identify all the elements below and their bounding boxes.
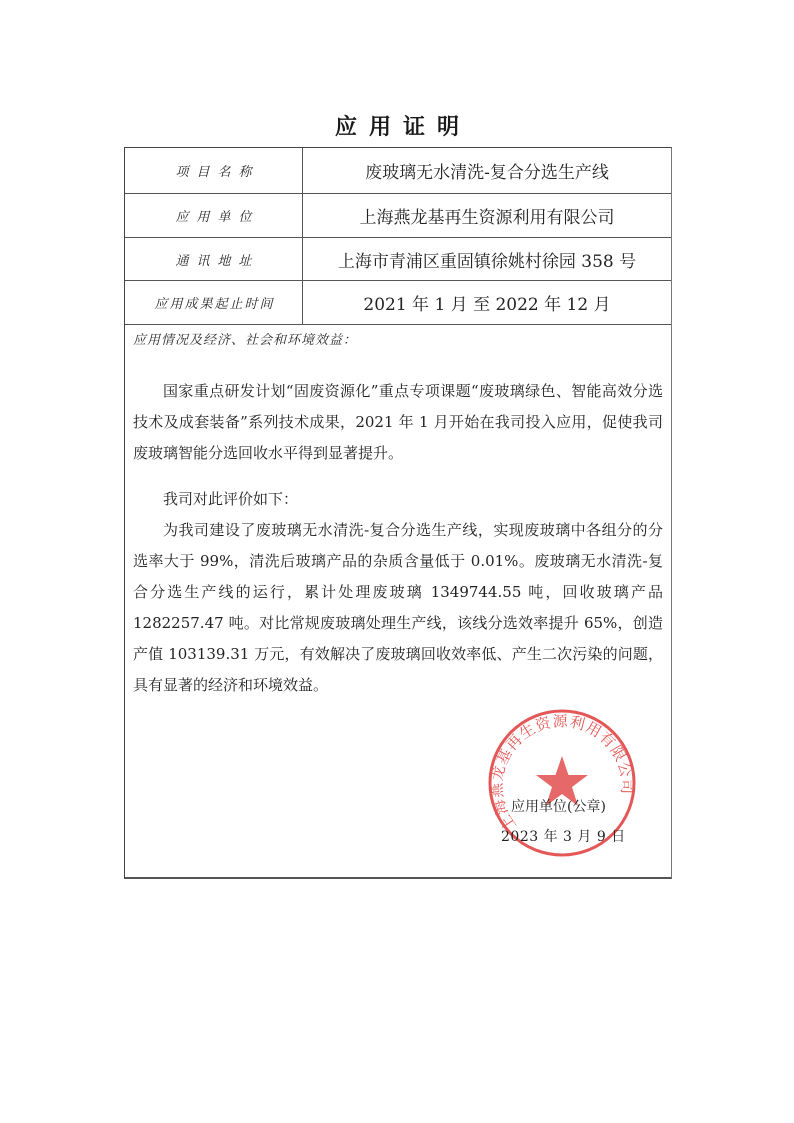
value-address: 上海市青浦区重固镇徐姚村徐园 358 号 [337,251,637,272]
label-application-unit: 应用单位 [125,194,303,237]
seal-text-path: 上海燕龙基再生资源利用有限公司 [487,712,637,835]
label-project-name: 项目名称 [125,148,303,193]
intro-paragraph-block [133,376,663,469]
table-row-project-name [125,148,671,194]
page-title: 应用证明 [334,115,471,140]
signature-unit-label: 应用单位(公章) [511,799,606,815]
table-row-application-unit [125,194,671,238]
paragraph-background: 国家重点研发计划“固废资源化”重点专项课题“废玻璃绿色、智能高效分选技术及成套装备”系列技术成果，2021 年 1 月开始在我司投入应用，促使我司废玻璃智能分选回收水平得到显著提升。 [133,382,663,462]
label-address: 通讯地址 [125,238,303,280]
value-project-name: 废玻璃无水清洗-复合分选生产线 [365,163,609,183]
label-period: 应用成果起止时间 [125,281,303,324]
benefits-heading: 应用情况及经济、社会和环境效益： [133,333,358,348]
value-application-unit: 上海燕龙基再生资源利用有限公司 [359,208,615,228]
table-row-period [125,281,671,325]
evaluation-block [133,484,663,701]
value-period: 2021 年 1 月 至 2022 年 12 月 [363,295,611,315]
paragraph-evaluation: 为我司建设了废玻璃无水清洗-复合分选生产线，实现废玻璃中各组分的分选率大于 99%，清洗后玻璃产品的杂质含量低于 0.01%。废玻璃无水清洗-复合分选生产线的运行，累计处理废玻璃 1349744.55 吨，回收玻璃产品 1282257.47 吨。对比常规废玻璃处理生产线，该线分选效率提升 65%，创造产值 103139.31 万元，有效解决了废玻璃回收效率低、产生二次污染的问题，具有显著的经济和环境效益。 [133,521,663,694]
table-row-address [125,238,671,281]
signature-date: 2023 年 3 月 9 日 [501,829,626,845]
paragraph-evaluation-intro: 我司对此评价如下： [163,490,299,508]
